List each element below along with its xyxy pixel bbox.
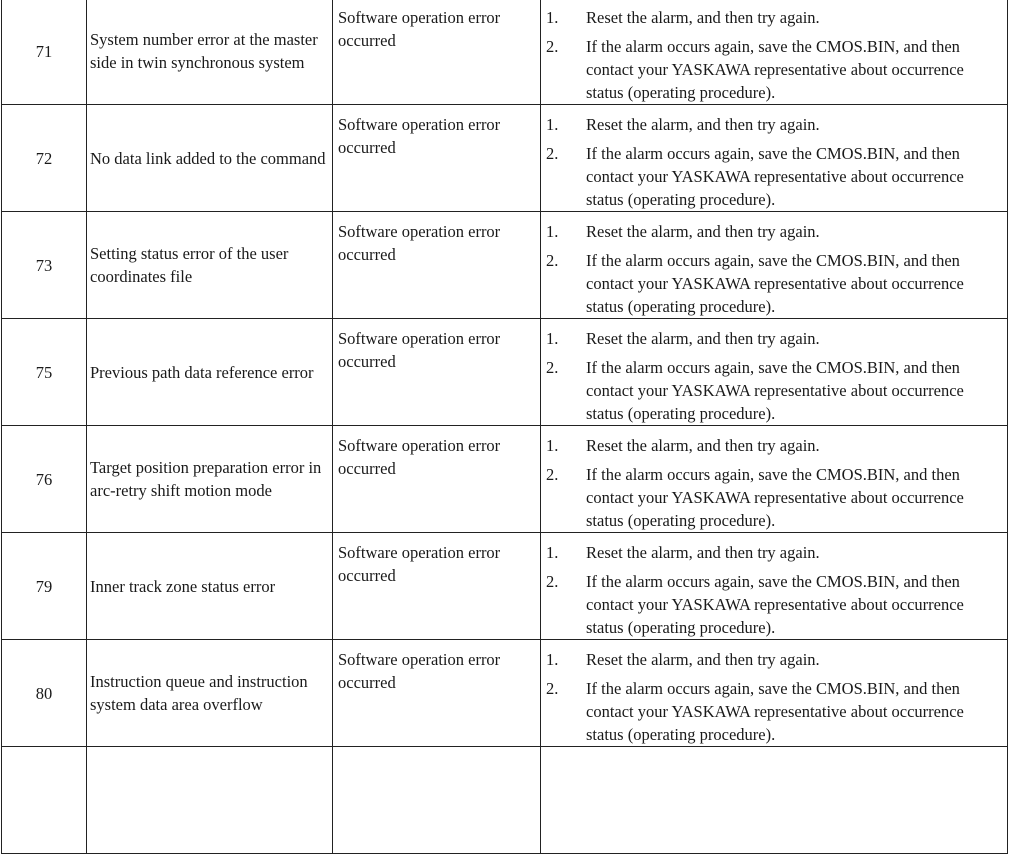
- step-number: 2.: [546, 144, 559, 163]
- step-number: 1.: [546, 543, 559, 562]
- remedy-step: [546, 249, 1003, 318]
- remedy-step: [546, 327, 1003, 350]
- alarm-remedy-cell: [541, 0, 1008, 105]
- alarm-table-body: [2, 0, 1008, 854]
- step-text: If the alarm occurs again, save the CMOS.BIN, and then contact your YASKAWA representative about occurrence status (operating procedure).: [586, 37, 964, 102]
- alarm-meaning-cell: Inner track zone status error: [87, 533, 333, 640]
- alarm-remedy-cell: [541, 212, 1008, 319]
- alarm-table: [1, 0, 1008, 854]
- step-number: 2.: [546, 37, 559, 56]
- step-number: 1.: [546, 222, 559, 241]
- step-text: If the alarm occurs again, save the CMOS.BIN, and then contact your YASKAWA representative about occurrence status (operating procedure).: [586, 144, 964, 209]
- alarm-cause-cell: Software operation error occurred: [333, 426, 541, 533]
- step-text: If the alarm occurs again, save the CMOS.BIN, and then contact your YASKAWA representative about occurrence status (operating procedure).: [586, 358, 964, 423]
- alarm-code-cell: 76: [2, 426, 87, 533]
- alarm-cause-cell: [333, 747, 541, 854]
- remedy-step: [546, 6, 1003, 29]
- alarm-cause-cell: Software operation error occurred: [333, 533, 541, 640]
- alarm-remedy-cell: [541, 105, 1008, 212]
- alarm-remedy-cell: [541, 747, 1008, 854]
- remedy-step: [546, 541, 1003, 564]
- step-number: 1.: [546, 650, 559, 669]
- table-row-partial: [2, 747, 1008, 854]
- alarm-remedy-cell: [541, 319, 1008, 426]
- step-text: If the alarm occurs again, save the CMOS.BIN, and then contact your YASKAWA representative about occurrence status (operating procedure).: [586, 679, 964, 744]
- alarm-remedy-cell: [541, 640, 1008, 747]
- table-row: [2, 640, 1008, 747]
- alarm-code-cell: 73: [2, 212, 87, 319]
- alarm-cause-cell: Software operation error occurred: [333, 212, 541, 319]
- alarm-code-cell: 71: [2, 0, 87, 105]
- alarm-code-cell: [2, 747, 87, 854]
- alarm-cause-cell: Software operation error occurred: [333, 319, 541, 426]
- step-number: 2.: [546, 358, 559, 377]
- alarm-code-cell: 75: [2, 319, 87, 426]
- table-row: [2, 0, 1008, 105]
- step-number: 2.: [546, 572, 559, 591]
- remedy-step: [546, 434, 1003, 457]
- step-text: Reset the alarm, and then try again.: [586, 543, 820, 562]
- remedy-step: [546, 570, 1003, 639]
- alarm-meaning-cell: Setting status error of the user coordinates file: [87, 212, 333, 319]
- alarm-meaning-cell: No data link added to the command: [87, 105, 333, 212]
- step-text: Reset the alarm, and then try again.: [586, 222, 820, 241]
- remedy-step: [546, 113, 1003, 136]
- step-number: 2.: [546, 465, 559, 484]
- step-text: Reset the alarm, and then try again.: [586, 329, 820, 348]
- remedy-step: [546, 648, 1003, 671]
- step-text: If the alarm occurs again, save the CMOS.BIN, and then contact your YASKAWA representative about occurrence status (operating procedure).: [586, 572, 964, 637]
- step-text: If the alarm occurs again, save the CMOS.BIN, and then contact your YASKAWA representative about occurrence status (operating procedure).: [586, 251, 964, 316]
- alarm-code-cell: 72: [2, 105, 87, 212]
- alarm-meaning-cell: Previous path data reference error: [87, 319, 333, 426]
- step-text: Reset the alarm, and then try again.: [586, 8, 820, 27]
- alarm-code-cell: 80: [2, 640, 87, 747]
- alarm-cause-cell: Software operation error occurred: [333, 640, 541, 747]
- alarm-meaning-cell: [87, 747, 333, 854]
- table-row: [2, 426, 1008, 533]
- step-text: Reset the alarm, and then try again.: [586, 115, 820, 134]
- remedy-step: [546, 463, 1003, 532]
- alarm-cause-cell: Software operation error occurred: [333, 105, 541, 212]
- step-text: Reset the alarm, and then try again.: [586, 436, 820, 455]
- table-row: [2, 212, 1008, 319]
- step-number: 2.: [546, 679, 559, 698]
- step-number: 1.: [546, 436, 559, 455]
- step-number: 1.: [546, 329, 559, 348]
- table-row: [2, 319, 1008, 426]
- remedy-step: [546, 220, 1003, 243]
- alarm-code-cell: 79: [2, 533, 87, 640]
- alarm-remedy-cell: [541, 533, 1008, 640]
- table-row: [2, 105, 1008, 212]
- step-number: 2.: [546, 251, 559, 270]
- remedy-step: [546, 35, 1003, 104]
- table-row: [2, 533, 1008, 640]
- step-text: Reset the alarm, and then try again.: [586, 650, 820, 669]
- step-text: If the alarm occurs again, save the CMOS.BIN, and then contact your YASKAWA representative about occurrence status (operating procedure).: [586, 465, 964, 530]
- remedy-step: [546, 677, 1003, 746]
- alarm-remedy-cell: [541, 426, 1008, 533]
- alarm-meaning-cell: System number error at the master side in twin synchronous system: [87, 0, 333, 105]
- step-number: 1.: [546, 8, 559, 27]
- alarm-meaning-cell: Target position preparation error in arc-retry shift motion mode: [87, 426, 333, 533]
- remedy-step: [546, 142, 1003, 211]
- alarm-cause-cell: Software operation error occurred: [333, 0, 541, 105]
- remedy-step: [546, 356, 1003, 425]
- step-number: 1.: [546, 115, 559, 134]
- alarm-meaning-cell: Instruction queue and instruction system data area overflow: [87, 640, 333, 747]
